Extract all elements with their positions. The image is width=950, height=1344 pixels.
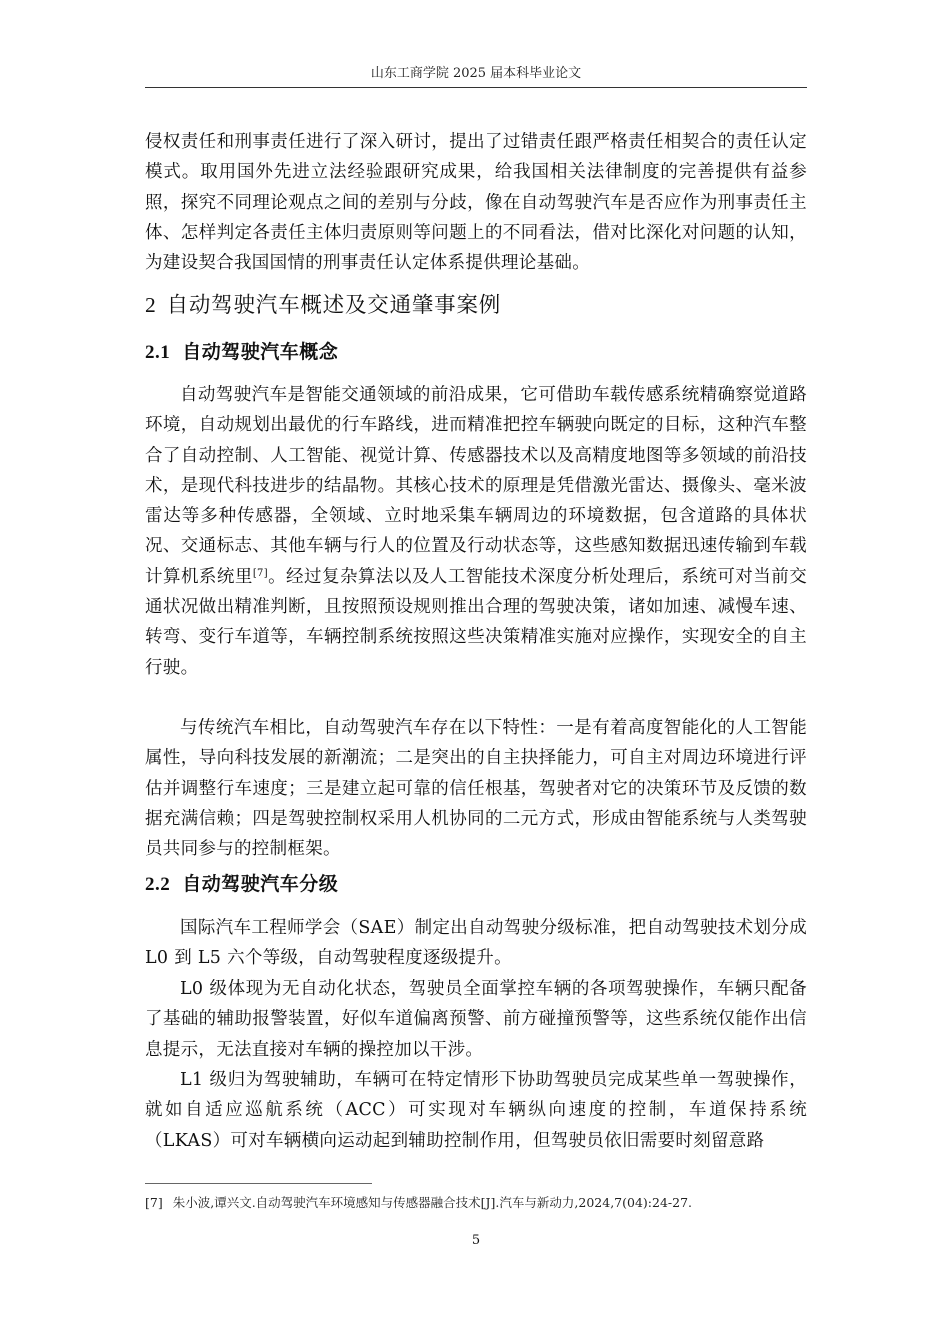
subsection-number: 2.1 (145, 342, 171, 363)
footnote (145, 1194, 807, 1212)
paragraph-features: 与传统汽车相比，自动驾驶汽车存在以下特性：一是有着高度智能化的人工智能属性，导向科技发展的新潮流；二是突出的自主抉择能力，可自主对周边环境进行评估并调整行车速度；三是建立起可靠的信任根基，驾驶者对它的决策环节及反馈的数据充满信赖；四是驾驶控制权采用人机协同的二元方式，形成由智能系统与人类驾驶员共同参与的控制框架。 (145, 718, 807, 860)
section-heading-2 (145, 290, 501, 321)
subsection-heading-2-2 (145, 870, 338, 899)
paragraph-sae: 国际汽车工程师学会（SAE）制定出自动驾驶分级标准，把自动驾驶技术划分成 L0 到 L5 六个等级，自动驾驶程度逐级提升。 (145, 918, 807, 969)
section-number: 2 (145, 293, 157, 317)
footnote-separator (145, 1183, 372, 1184)
paragraph-concept (145, 380, 807, 683)
section-title: 自动驾驶汽车概述及交通肇事案例 (166, 293, 502, 318)
running-header: 山东工商学院 2025 届本科毕业论文 (145, 66, 807, 88)
subsection-number: 2.2 (145, 874, 171, 895)
footnote-text: 朱小波,谭兴文.自动驾驶汽车环境感知与传感器融合技术[J].汽车与新动力,2024,7(04):24-27. (172, 1195, 692, 1210)
footnote-label: [7] (145, 1195, 163, 1210)
page-number: 5 (471, 1233, 481, 1248)
paragraph-continued: 侵权责任和刑事责任进行了深入研讨，提出了过错责任跟严格责任相契合的责任认定模式。取用国外先进立法经验跟研究成果，给我国相关法律制度的完善提供有益参照，探究不同理论观点之间的差别与分歧，像在自动驾驶汽车是否应作为刑事责任主体、怎样判定各责任主体归责原则等问题上的不同看法，借对比深化对问题的认知，为建设契合我国国情的刑事责任认定体系提供理论基础。 (145, 132, 807, 274)
subsection-heading-2-1 (145, 338, 338, 367)
paragraph-text: 自动驾驶汽车是智能交通领域的前沿成果，它可借助车载传感系统精确察觉道路环境，自动规划出最优的行车路线，进而精准把控车辆驶向既定的目标，这种汽车整合了自动控制、人工智能、视觉计算、传感器技术以及高精度地图等多领域的前沿技术，是现代科技进步的结晶物。其核心技术的原理是凭借激光雷达、摄像头、毫米波雷达等多种传感器，全领域、立时地采集车辆周边的环境数据，包含道路的具体状况、交通标志、其他车辆与行人的位置及行动状态等，这些感知数据迅速传输到车载计算机系统里 (145, 385, 807, 587)
paragraph-l1: L1 级归为驾驶辅助，车辆可在特定情形下协助驾驶员完成某些单一驾驶操作，就如自适应巡航系统（ACC）可实现对车辆纵向速度的控制，车道保持系统（LKAS）可对车辆横向运动起到辅助控制作用，但驾驶员依旧需要时刻留意路 (145, 1070, 807, 1151)
subsection-title: 自动驾驶汽车概念 (182, 341, 339, 363)
subsection-title: 自动驾驶汽车分级 (182, 873, 339, 895)
citation-marker[interactable]: [7] (252, 567, 268, 579)
paragraph-text: 。经过复杂算法以及人工智能技术深度分析处理后，系统可对当前交通状况做出精准判断，且按照预设规则推出合理的驾驶决策，诸如加速、减慢车速、转弯、变行车道等，车辆控制系统按照这些决策精准实施对应操作，实现安全的自主行驶。 (145, 566, 807, 678)
paragraph-l0: L0 级体现为无自动化状态，驾驶员全面掌控车辆的各项驾驶操作，车辆只配备了基础的辅助报警装置，好似车道偏离预警、前方碰撞预警等，这些系统仅能作出信息提示，无法直接对车辆的操控加以干涉。 (145, 979, 807, 1060)
